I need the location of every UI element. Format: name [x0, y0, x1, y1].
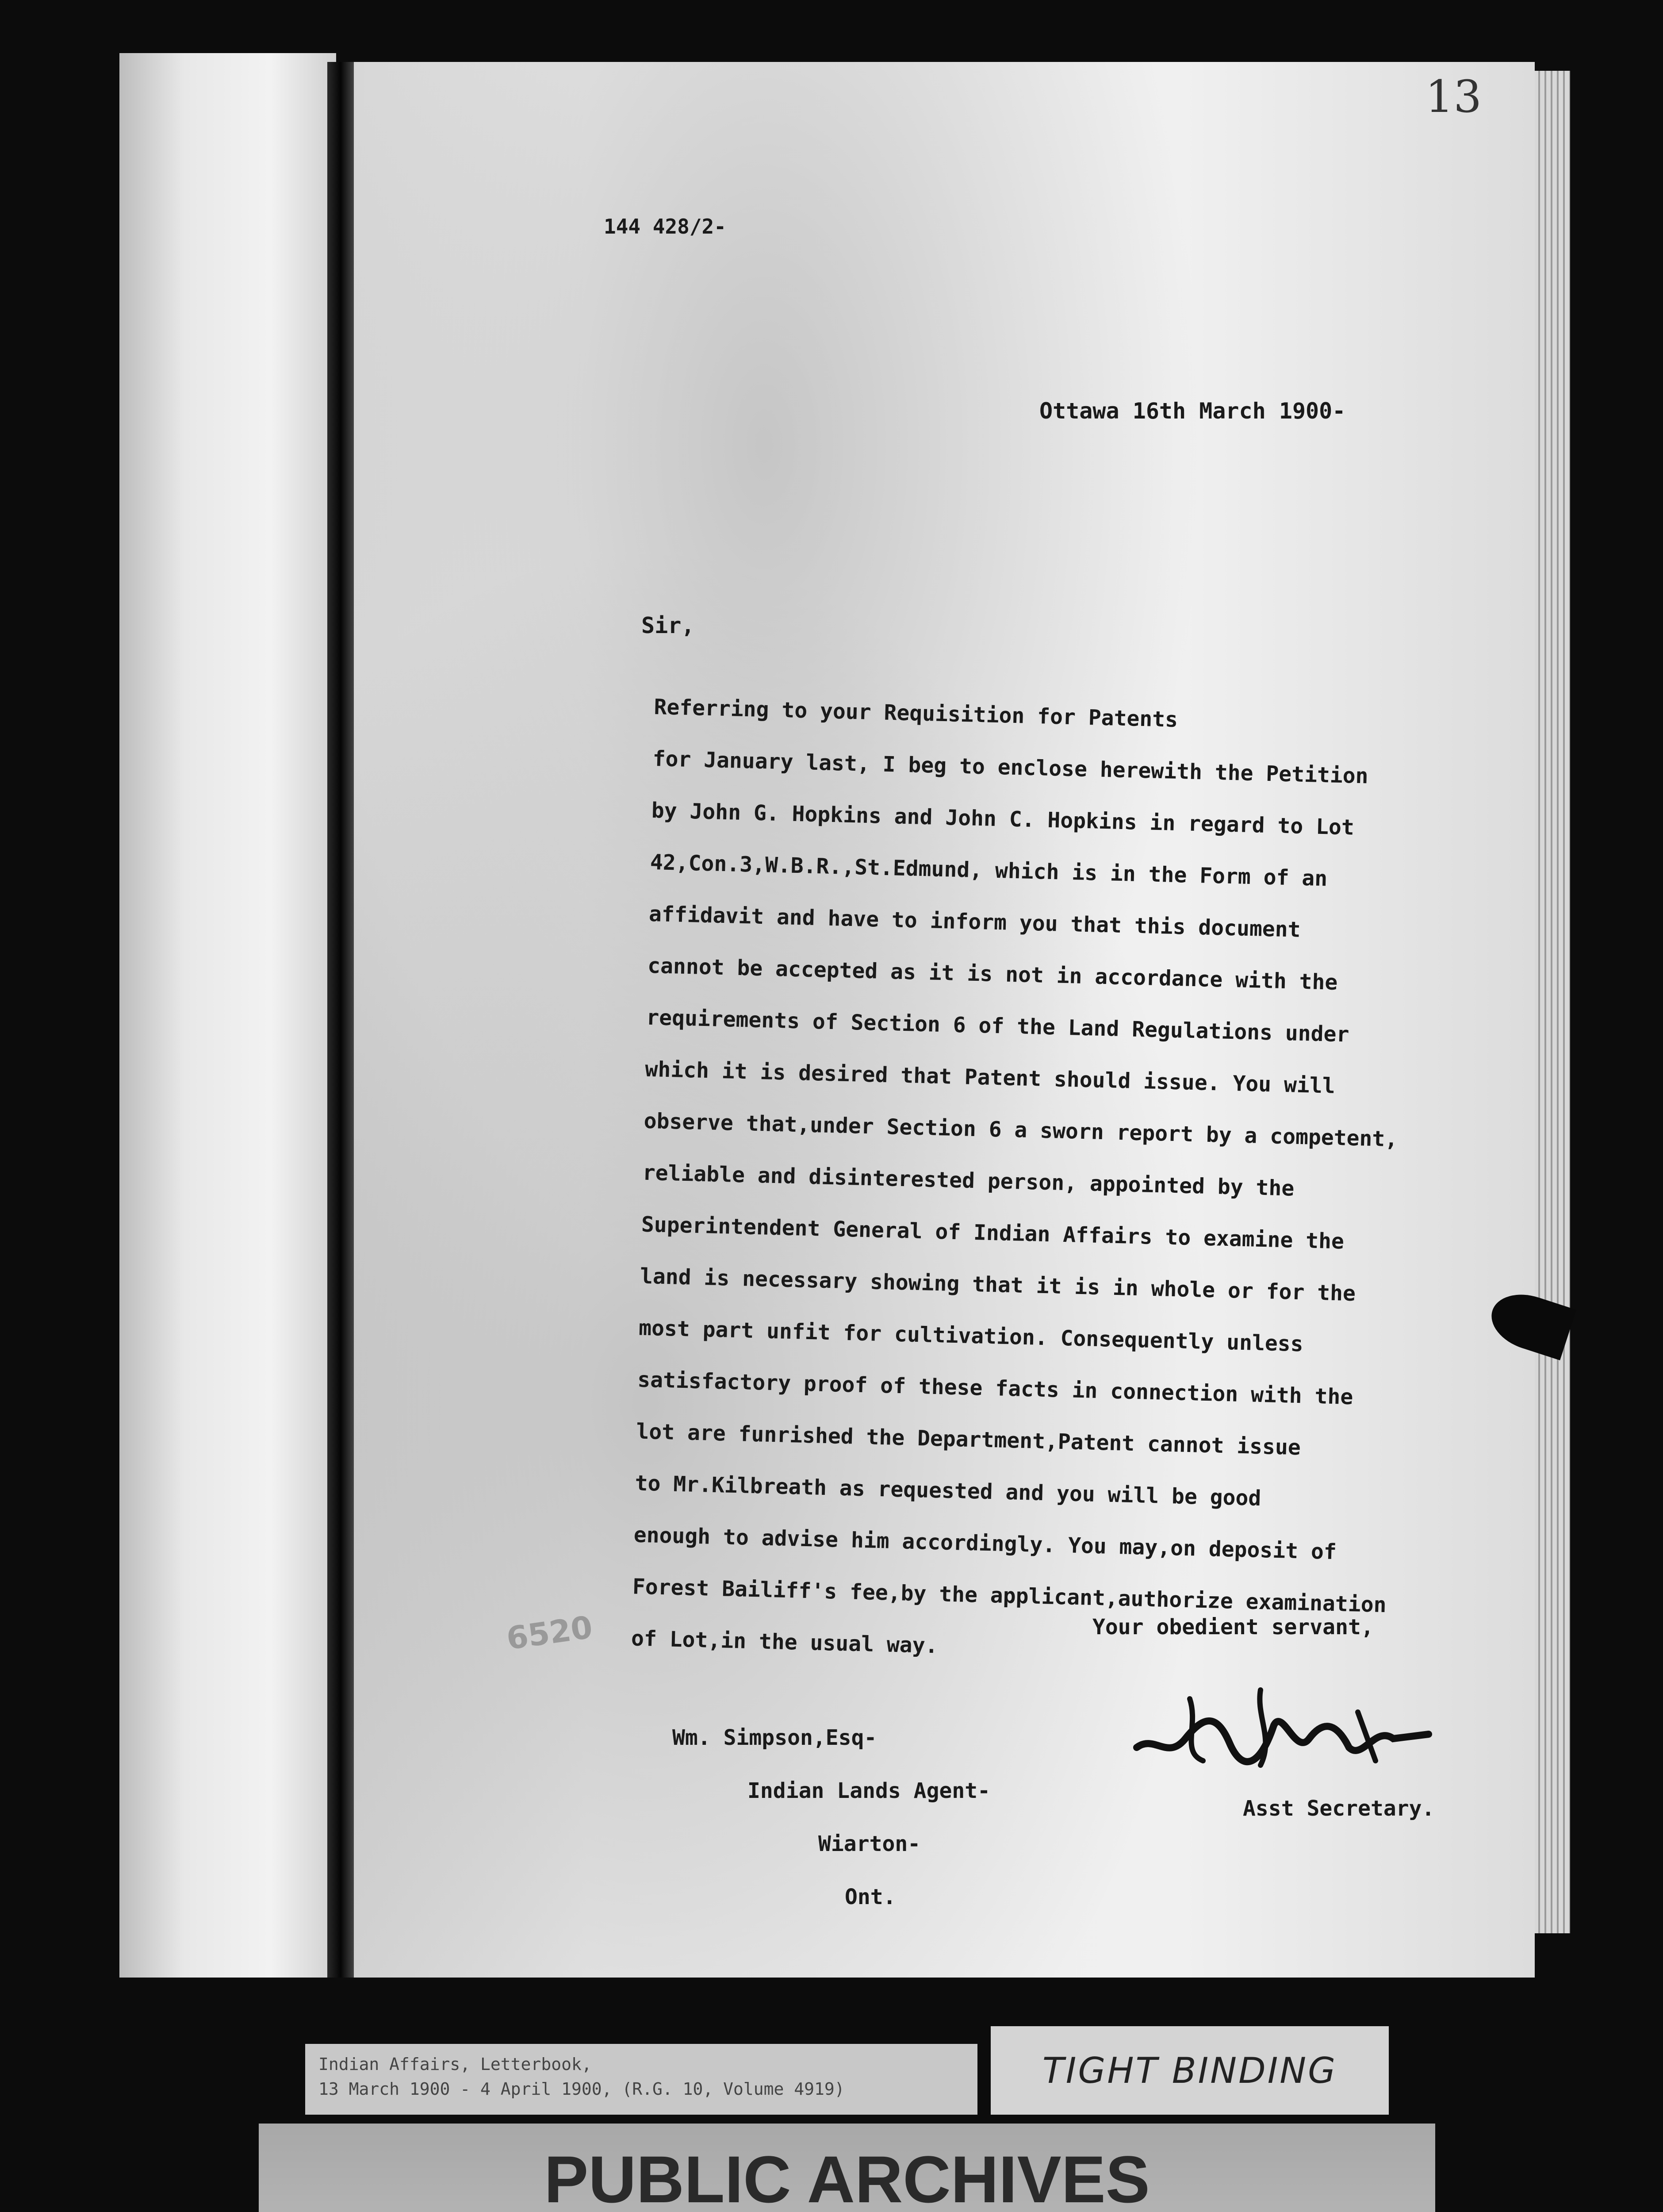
addressee-name: Wm. Simpson,Esq-	[672, 1725, 877, 1750]
salutation: Sir,	[641, 613, 695, 638]
slug-line: Indian Affairs, Letterbook,	[318, 2055, 592, 2074]
closing: Your obedient servant,	[1092, 1615, 1374, 1640]
slug-line: 13 March 1900 - 4 April 1900, (R.G. 10, Volume 4919)	[318, 2079, 845, 2099]
signature	[1128, 1672, 1437, 1783]
letter-page	[349, 62, 1535, 1978]
addressee-title: Indian Lands Agent-	[747, 1778, 991, 1803]
body-line: most part unfit for cultivation. Consequently unless	[638, 1315, 1304, 1357]
body-line: to Mr.Kilbreath as requested and you will be good	[635, 1471, 1261, 1511]
archive-slug	[305, 2044, 977, 2115]
body-line: for January last, I beg to enclose herewith the Petition	[652, 746, 1369, 789]
body-line: which it is desired that Patent should issue. You will	[644, 1056, 1336, 1098]
addressee-province: Ont.	[845, 1885, 896, 1909]
body-line: Forest Bailiff's fee,by the applicant,authorize examination	[632, 1574, 1387, 1618]
folio-number: 13	[1425, 71, 1482, 123]
body-line: lot are funrished the Department,Patent cannot issue	[636, 1419, 1301, 1460]
body-line: satisfactory proof of these facts in connection with the	[637, 1367, 1353, 1410]
body-line: affidavit and have to inform you that this document	[648, 901, 1301, 942]
pencil-annotation: 6520	[504, 1609, 595, 1657]
body-line: reliable and disinterested person, appointed by the	[642, 1160, 1295, 1201]
body-line: 42,Con.3,W.B.R.,St.Edmund, which is in the Form of an	[650, 849, 1328, 891]
archives-stamp	[259, 2124, 1435, 2212]
body-line: cannot be accepted as it is not in accordance with the	[647, 953, 1338, 995]
letter-date: Ottawa 16th March 1900-	[1039, 398, 1346, 424]
body-line: enough to advise him accordingly. You may,on deposit of	[633, 1522, 1337, 1565]
body-line: of Lot,in the usual way.	[631, 1626, 939, 1659]
addressee-town: Wiarton-	[818, 1832, 921, 1856]
letter-body	[631, 681, 1495, 1685]
body-line: Referring to your Requisition for Patents	[653, 694, 1178, 732]
body-line: observe that,under Section 6 a sworn report by a competent,	[644, 1108, 1398, 1152]
body-line: requirements of Section 6 of the Land Regulations under	[646, 1005, 1350, 1047]
archives-line-en: PUBLIC ARCHIVES	[544, 2142, 1150, 2212]
facing-page	[119, 53, 336, 1978]
file-reference: 144 428/2-	[604, 215, 726, 238]
body-line: by John G. Hopkins and John C. Hopkins in regard to Lot	[651, 798, 1355, 840]
body-line: Superintendent General of Indian Affairs to examine the	[641, 1212, 1345, 1254]
body-line: land is necessary showing that it is in whole or for the	[640, 1263, 1356, 1306]
book-gutter	[327, 62, 354, 1978]
tight-binding-label: TIGHT BINDING	[991, 2026, 1389, 2115]
signatory-title: Asst Secretary.	[1243, 1796, 1435, 1821]
